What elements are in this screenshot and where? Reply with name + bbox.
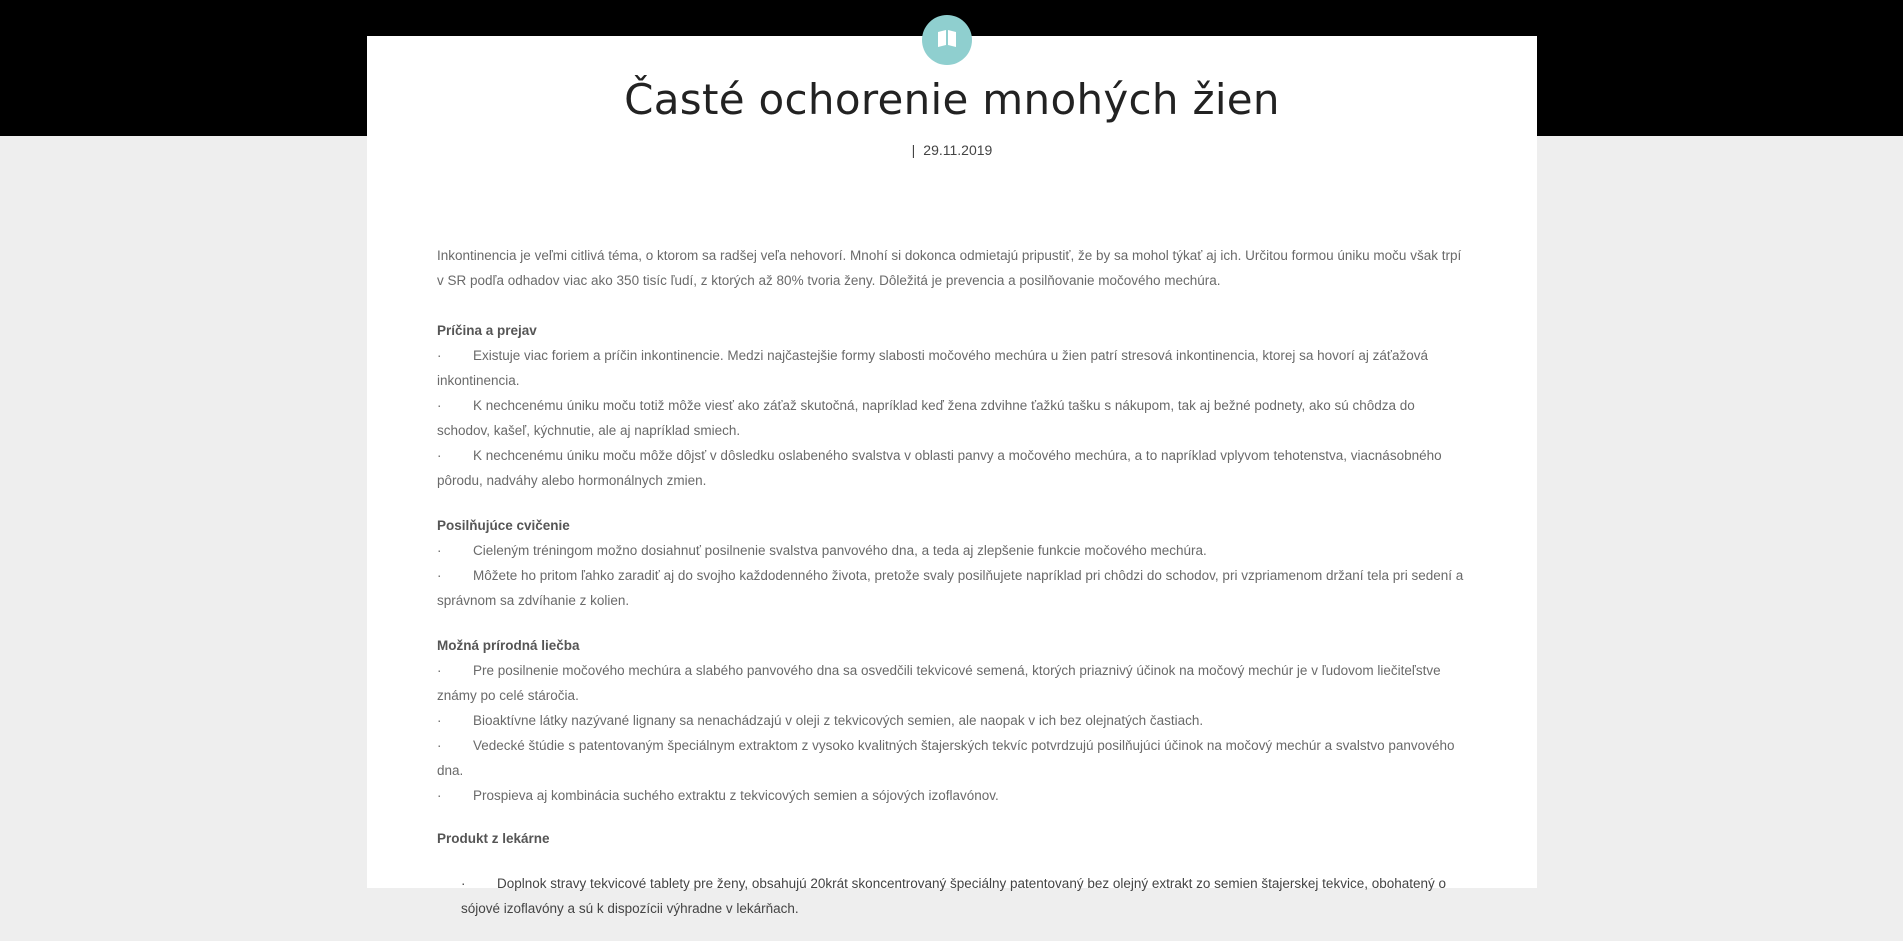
list-item: · Cieleným tréningom možno dosiahnuť posilnenie svalstva panvového dna, a teda aj zlepšenie funkcie močového mechúra. — [437, 538, 1467, 563]
open-book-icon — [936, 27, 958, 54]
bullet-mark: · — [437, 713, 442, 728]
bullet-mark: · — [437, 663, 442, 678]
list-item: · Prospieva aj kombinácia suchého extraktu z tekvicových semien a sójových izoflavónov. — [437, 783, 1467, 808]
section-product — [437, 826, 1467, 921]
section-heading: Produkt z lekárne — [437, 831, 550, 846]
article-card — [367, 36, 1537, 916]
category-badge[interactable] — [922, 15, 972, 65]
bullet-mark: · — [437, 448, 442, 463]
list-item: · Vedecké štúdie s patentovaným špeciálnym extraktom z vysoko kvalitných štajerských tekvíc potvrdzujú posilňujúci účinok na močový mechúr a svalstvo panvového dna. — [437, 733, 1467, 783]
meta-separator: | — [911, 142, 916, 158]
section-heading: Možná prírodná liečba — [437, 638, 580, 653]
list-item: · Doplnok stravy tekvicové tablety pre ženy, obsahujú 20krát skoncentrovaný špeciálny patentovaný bez olejný extrakt zo semien štajerskej tekvice, obohatený o sójové izoflavóny a sú k dispozícii výhradne v lekárňach. — [461, 871, 1467, 921]
list-item: · K nechcenému úniku moču totiž môže viesť ako záťaž skutočná, napríklad keď žena zdvihne ťažkú tašku s nákupom, tak aj bežné podnety, ako sú chôdza do schodov, kašeľ, kýchnutie, ale aj napríklad smiech. — [437, 393, 1467, 443]
article-date: 29.11.2019 — [923, 142, 993, 158]
article-meta — [367, 140, 1537, 160]
article-title: Časté ochorenie mnohých žien — [624, 75, 1280, 124]
section-exercise — [437, 513, 1467, 613]
bullet-mark: · — [461, 876, 466, 891]
list-item: · K nechcenému úniku moču môže dôjsť v dôsledku oslabeného svalstva v oblasti panvy a močového mechúra, a to napríklad vplyvom tehotenstva, viacnásobného pôrodu, nadváhy alebo hormonálnych zmien. — [437, 443, 1467, 493]
bullet-mark: · — [437, 568, 442, 583]
section-heading: Príčina a prejav — [437, 323, 537, 338]
bullet-mark: · — [437, 543, 442, 558]
bullet-mark: · — [437, 788, 442, 803]
intro-paragraph: Inkontinencia je veľmi citlivá téma, o ktorom sa radšej veľa nehovorí. Mnohí si dokonca odmietajú pripustiť, že by sa mohol týkať aj ich. Určitou formou úniku moču však trpí v SR podľa odhadov viac ako 350 tisíc ľudí, z ktorých až 80% tvoria ženy. Dôležitá je prevencia a posilňovanie močového mechúra. — [437, 248, 1462, 288]
section-cause — [437, 318, 1467, 493]
product-list — [437, 871, 1467, 921]
list-item: · Pre posilnenie močového mechúra a slabého panvového dna sa osvedčili tekvicové semená, ktorých priaznivý účinok na močový mechúr je v ľudovom liečiteľstve známy po celé stáročia. — [437, 658, 1467, 708]
section-treatment — [437, 633, 1467, 808]
article-body — [437, 243, 1467, 941]
section-heading: Posilňujúce cvičenie — [437, 518, 570, 533]
list-item: · Existuje viac foriem a príčin inkontinencie. Medzi najčastejšie formy slabosti močového mechúra u žien patrí stresová inkontinencia, ktorej sa hovorí aj záťažová inkontinencia. — [437, 343, 1467, 393]
list-item: · Môžete ho pritom ľahko zaradiť aj do svojho každodenného života, pretože svaly posilňujete napríklad pri chôdzi do schodov, pri vzpriamenom držaní tela pri sedení a správnom sa zdvíhanie z kolien. — [437, 563, 1467, 613]
bullet-mark: · — [437, 348, 442, 363]
list-item: · Bioaktívne látky nazývané lignany sa nenachádzajú v oleji z tekvicových semien, ale naopak v ich bez olejnatých častiach. — [437, 708, 1467, 733]
bullet-mark: · — [437, 738, 442, 753]
bullet-mark: · — [437, 398, 442, 413]
